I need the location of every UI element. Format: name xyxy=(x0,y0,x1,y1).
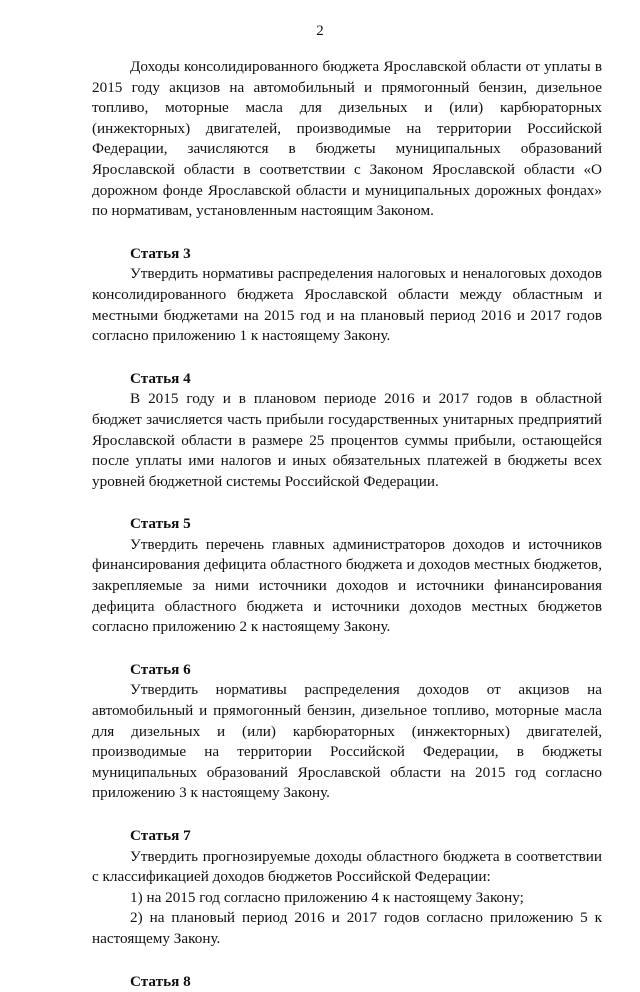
article-6-paragraph: Утвердить нормативы распределения доходов от акцизов на автомобильный и прямогонный бензин, дизельное топливо, моторные масла для дизельных и (или) карбюраторных (инжекторных) двигателей, производимые на территории Российской Федерации, в бюджеты муниципальных образований Ярославской области на 2015 год согласно приложению 3 к настоящему Закону. xyxy=(92,681,602,802)
article-4-heading: Статья 4 xyxy=(130,369,191,387)
article-3-paragraph: Утвердить нормативы распределения налоговых и неналоговых доходов консолидированного бюджета Ярославской области между областным и местными бюджетами на 2015 год и на плановый период 2016 и 2017 годов согласно приложению 1 к настоящему Закону. xyxy=(92,265,602,345)
article-7-heading: Статья 7 xyxy=(130,827,191,844)
article-7-paragraph: Утвердить прогнозируемые доходы областного бюджета в соответствии с классификацией доходов бюджетов Российской Федерации: xyxy=(92,847,602,886)
article-4-paragraph: В 2015 году и в плановом периоде 2016 и 2017 годов в областной бюджет зачисляется часть прибыли государственных унитарных предприятий Ярославской области в размере 25 процентов суммы прибыли, остающейся после уплаты ими налогов и иных обязательных платежей в бюджеты всех уровней бюджетной системы Российской Федерации. xyxy=(92,390,602,490)
page-number: 2 xyxy=(316,23,324,39)
article-6-heading: Статья 6 xyxy=(130,660,191,678)
article-8-heading: Статья 8 xyxy=(130,972,191,990)
article-3-heading: Статья 3 xyxy=(130,244,191,262)
article-5-heading: Статья 5 xyxy=(130,515,191,533)
intro-paragraph: Доходы консолидированного бюджета Ярославской области от уплаты в 2015 году акцизов на автомобильный и прямогонный бензин, дизельное топливо, моторные масла для дизельных и (или) карбюраторных (инжекторных) двигателей, производимые на территории Российской Федерации, зачисляются в бюджеты муниципальных образований Ярославской области в соответствии с Законом Ярославской области «О дорожном фонде Ярославской области и муниципальных дорожных фондах» по нормативам, установленным настоящим Законом. xyxy=(92,58,602,220)
document-body xyxy=(92,57,602,992)
article-7-item-1: 1) на 2015 год согласно приложению 4 к настоящему Закону; xyxy=(130,888,524,906)
article-5-paragraph: Утвердить перечень главных администраторов доходов и источников финансирования дефицита областного бюджета и доходов местных бюджетов, закрепляемые за ними источники доходов и источники финансирования дефицита областного бюджета и источники доходов местных бюджетов согласно приложению 2 к настоящему Закону. xyxy=(92,535,602,636)
article-7-item-2: 2) на плановый период 2016 и 2017 годов согласно приложению 5 к настоящему Закону. xyxy=(92,909,602,947)
